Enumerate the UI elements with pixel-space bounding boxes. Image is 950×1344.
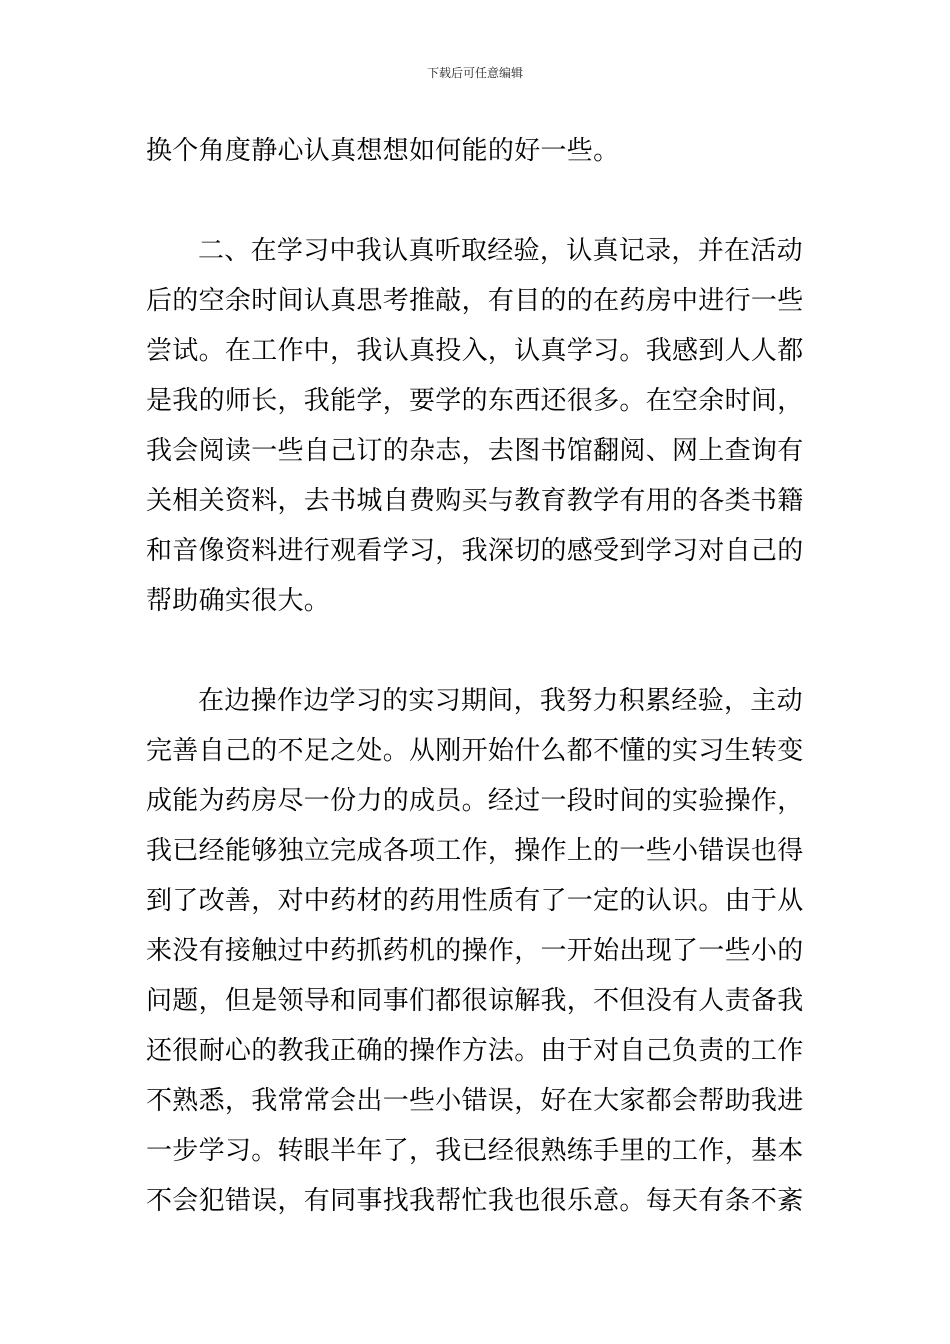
- paragraph-3: [146, 676, 810, 1226]
- text-line: 关相关资料，去书城自费购买与教育教学有用的各类书籍: [146, 486, 804, 516]
- paragraph-1: [146, 126, 810, 176]
- text-line: 不会犯错误，有同事找我帮忙我也很乐意。每天有条不紊: [146, 1186, 804, 1216]
- text-line: 我已经能够独立完成各项工作，操作上的一些小错误也得: [146, 836, 804, 866]
- text-line: 和音像资料进行观看学习，我深切的感受到学习对自己的: [146, 536, 804, 566]
- text-line: 不熟悉，我常常会出一些小错误，好在大家都会帮助我进: [146, 1086, 804, 1116]
- text-line: 后的空余时间认真思考推敲，有目的的在药房中进行一些: [146, 286, 804, 316]
- text-line: 成能为药房尽一份力的成员。经过一段时间的实验操作，: [146, 786, 804, 816]
- text-line: 来没有接触过中药抓药机的操作，一开始出现了一些小的: [146, 936, 804, 966]
- text-line: 我会阅读一些自己订的杂志，去图书馆翻阅、网上查询有: [146, 436, 804, 466]
- text-line: 尝试。在工作中，我认真投入，认真学习。我感到人人都: [146, 336, 804, 366]
- paragraph-gap: [146, 176, 810, 226]
- document-body: [146, 126, 810, 1226]
- text-line: 是我的师长，我能学，要学的东西还很多。在空余时间，: [146, 386, 804, 416]
- text-line: 在边操作边学习的实习期间，我努力积累经验，主动: [198, 686, 803, 716]
- text-line: 到了改善，对中药材的药用性质有了一定的认识。由于从: [146, 886, 804, 916]
- text-line: 问题，但是领导和同事们都很谅解我，不但没有人责备我: [146, 986, 804, 1016]
- text-line: 完善自己的不足之处。从刚开始什么都不懂的实习生转变: [146, 736, 804, 766]
- text-line: 一步学习。转眼半年了，我已经很熟练手里的工作，基本: [146, 1136, 804, 1166]
- text-line: 还很耐心的教我正确的操作方法。由于对自己负责的工作: [146, 1036, 804, 1066]
- paragraph-2: [146, 226, 810, 626]
- page-header-note: 下载后可任意编辑: [426, 66, 523, 80]
- text-line: 帮助确实很大。: [146, 586, 331, 616]
- paragraph-gap: [146, 626, 810, 676]
- text-line: 二、在学习中我认真听取经验，认真记录，并在活动: [198, 236, 803, 266]
- text-line: 换个角度静心认真想想如何能的好一些。: [146, 136, 620, 166]
